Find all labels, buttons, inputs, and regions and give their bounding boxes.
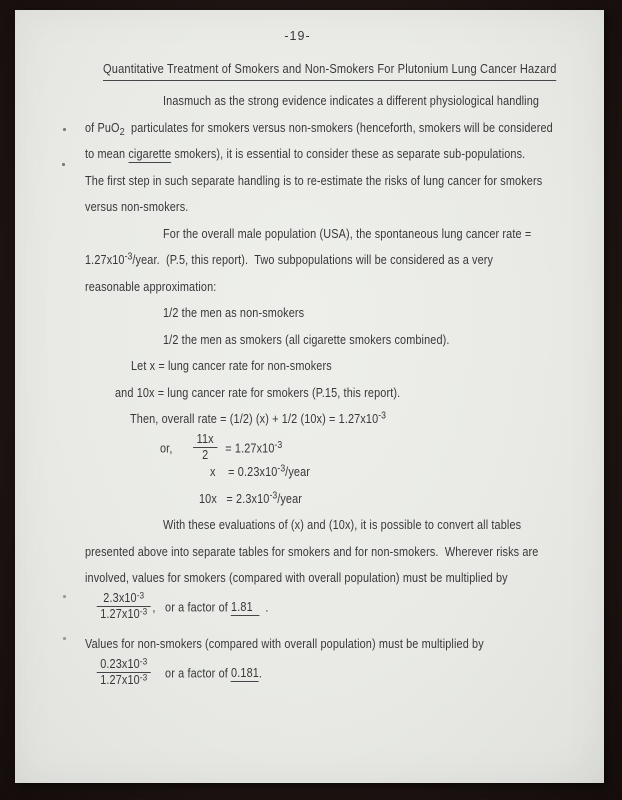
text-line: $\frac{0.23x10^{-3}}{1.27x10^{-3}}$ or a factor of 0.181. bbox=[95, 658, 597, 685]
scan-speck bbox=[63, 128, 66, 131]
text-line: or, $\frac{11x}{2}$ = $1.27x10^{-3}$ bbox=[160, 431, 283, 462]
text-line: to mean cigarette smokers), it is essential to consider these as separate sub-populations. bbox=[85, 147, 526, 161]
scan-speck bbox=[62, 163, 65, 166]
fraction: $\frac{0.23x10^{-3}}{1.27x10^{-3}}$ bbox=[97, 657, 151, 689]
text-line: of PuO$_2$ particulates for smokers versus non-smokers (henceforth, smokers will be considered bbox=[85, 120, 553, 138]
text-line: and 10x = lung cancer rate for smokers (P.15, this report). bbox=[115, 385, 401, 400]
text-line: Then, overall rate = (1/2) (x) + 1/2 $(10x) = 1.27x10^{-3}$ bbox=[130, 410, 387, 426]
text-line: presented above into separate tables for smokers and for non-smokers. Wherever risks are bbox=[85, 544, 539, 559]
text-line: $1.27x10^{-3}$/year. (P.5, this report). Two subpopulations will be considered as a very bbox=[85, 251, 494, 267]
scan-speck bbox=[63, 637, 66, 640]
text-line: $\frac{2.3x10^{-3}}{1.27x10^{-3}}$ , or a factor of 1.81 . bbox=[95, 592, 597, 619]
text-line: involved, values for smokers (compared with overall population) must be multiplied by bbox=[85, 571, 508, 585]
text-line: With these evaluations of (x) and (10x), it is possible to convert all tables bbox=[163, 518, 522, 532]
text-line: 1/2 the men as smokers (all cigarette smokers combined). bbox=[163, 332, 450, 347]
text-line: Inasmuch as the strong evidence indicates a different physiological handling bbox=[163, 94, 540, 108]
text-line: Let x = lung cancer rate for non-smokers bbox=[131, 359, 332, 373]
text-line: x = $0.23x10^{-3}$/year bbox=[210, 463, 311, 479]
document-title: Quantitative Treatment of Smokers and Non-Smokers For Plutonium Lung Cancer Hazard bbox=[103, 62, 557, 81]
scan-speck bbox=[63, 595, 66, 598]
fraction: $\frac{2.3x10^{-3}}{1.27x10^{-3}}$ bbox=[97, 591, 151, 623]
document-page bbox=[15, 10, 604, 783]
text-line: 1/2 the men as non-smokers bbox=[163, 306, 305, 320]
page-number: -19- bbox=[284, 29, 311, 43]
fraction: $\frac{11x}{2}$ bbox=[193, 432, 217, 464]
text-line: $10x = 2.3x10^{-3}$/year bbox=[199, 490, 303, 506]
text-line: versus non-smokers. bbox=[85, 200, 189, 214]
text-line: Values for non-smokers (compared with overall population) must be multiplied by bbox=[85, 637, 484, 651]
text-line: reasonable approximation: bbox=[85, 279, 217, 294]
text-line: For the overall male population (USA), the spontaneous lung cancer rate = bbox=[163, 226, 532, 241]
text-line: The first step in such separate handling is to re-estimate the risks of lung cancer for smokers bbox=[85, 173, 543, 188]
document-body bbox=[85, 88, 597, 687]
